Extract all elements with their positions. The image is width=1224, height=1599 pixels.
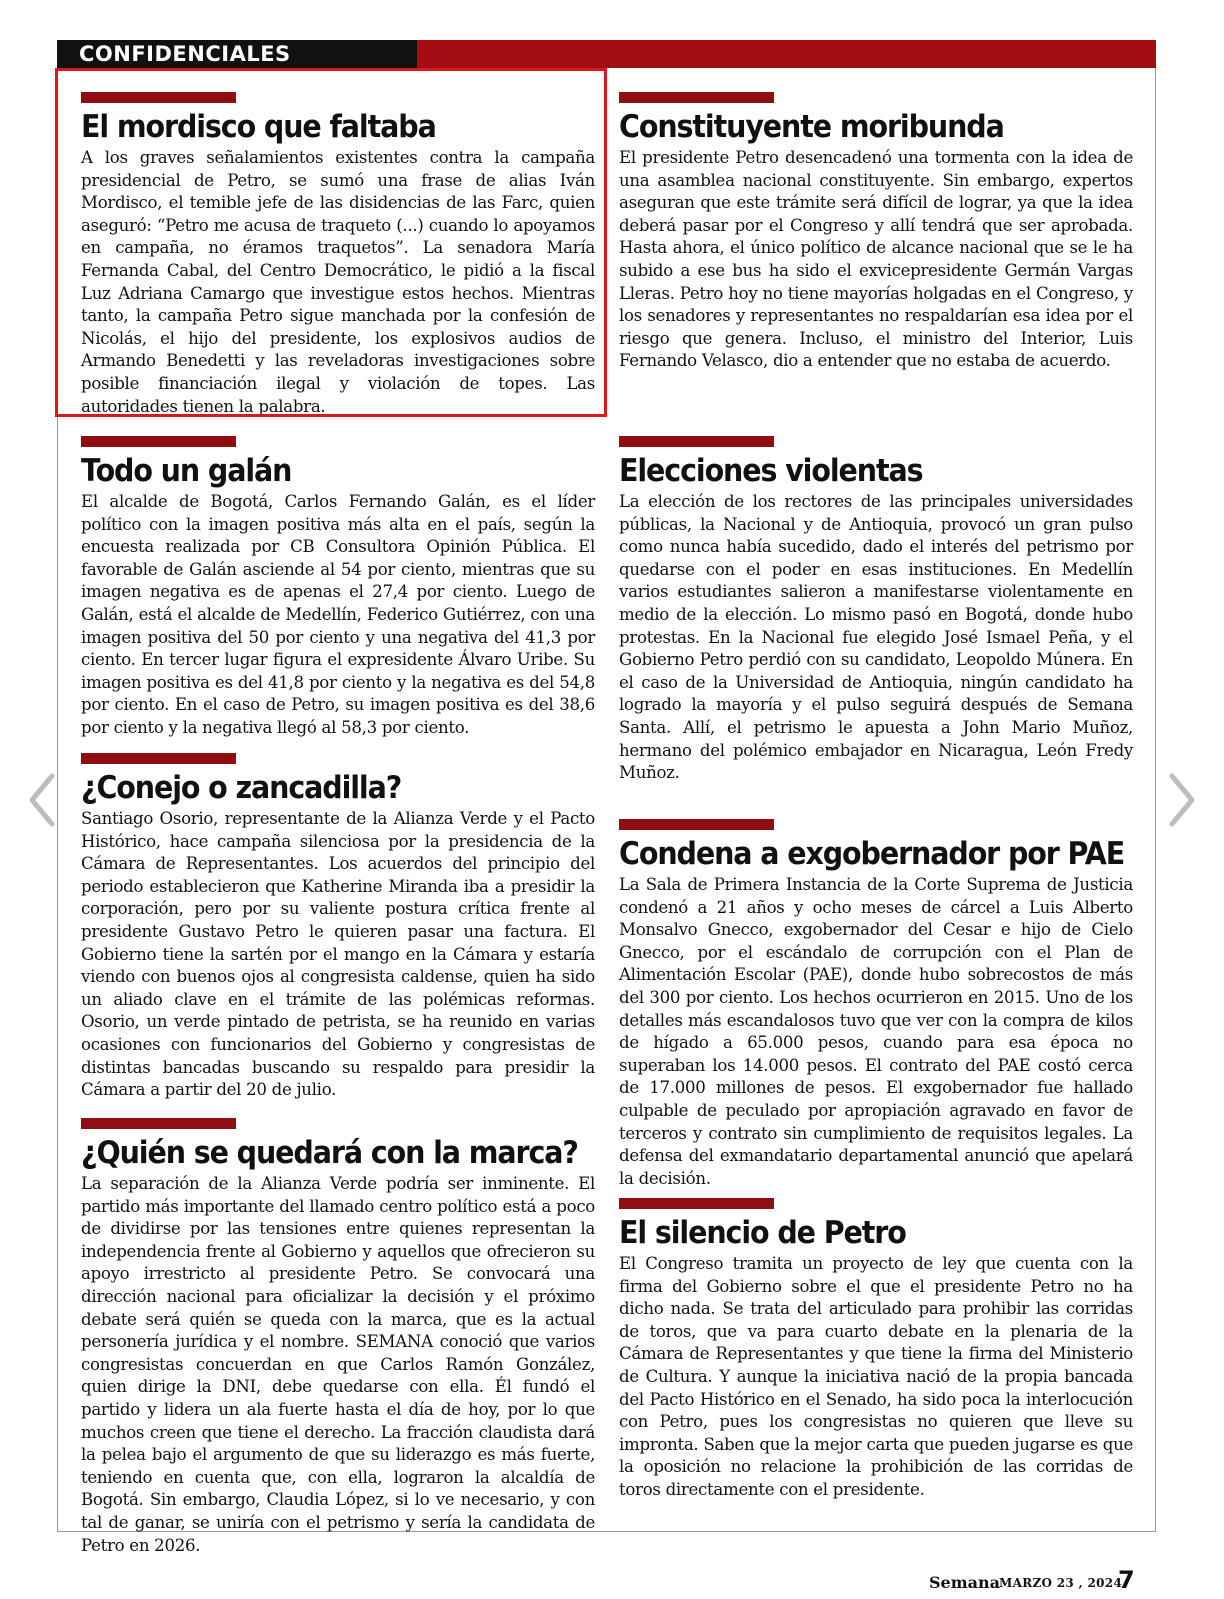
article-headline: Constituyente moribunda [619,109,1004,145]
article-headline: Condena a exgobernador por PAE [619,836,1125,872]
chevron-right-icon [1164,770,1200,830]
prev-page-button[interactable] [24,770,60,830]
chevron-left-icon [24,770,60,830]
footer-date: MARZO 23 , 2024 [999,1576,1123,1590]
highlight-box [55,68,607,417]
article-body: A los graves señalamientos existentes contra la campaña presidencial de Petro, se sumó una frase de alias Iván Mordisco, el temible jefe de las disidencias de las Farc, quien aseguró: “Petro me acusa de traqueto (...) cuando lo apoyamos en campaña, no éramos traquetos”. La senadora María Fernanda Cabal, del Centro Democrático, le pidió a la fiscal Luz Adriana Camargo que investigue estos hechos. Mientras tanto, la campaña Petro sigue manchada por la confesión de Nicolás, el hijo del presidente, los explosivos audios de Armando Benedetti y las reveladoras investigaciones sobre posible financiación ilegal y violación de topes. Las autoridades tienen la palabra. [81,148,595,416]
headline-bar [619,436,774,447]
article-conejo [81,753,595,1102]
headline-bar [81,436,236,447]
article-body: La elección de los rectores de las principales universidades públicas, la Nacional y de Antioquia, provocó un gran pulso como nunca había sucedido, dado el interés del petrismo por quedarse con el poder en esas instituciones. En Medellín varios estudiantes salieron a manifestarse violentamente en medio de la elección. Lo mismo pasó en Bogotá, donde hubo protestas. En la Nacional fue elegido José Ismael Peña, y el Gobierno Petro perdió con su candidato, Leopoldo Múnera. En el caso de la Universidad de Antioquia, ningún candidato ha logrado la mayoría y el pulso seguirá después de Semana Santa. Allí, el petrismo le apuesta a John Mario Muñoz, hermano del polémico embajador en Nicaragua, León Fredy Muñoz. [619,492,1133,783]
article-silencio [619,1198,1133,1502]
article-body: Santiago Osorio, representante de la Alianza Verde y el Pacto Histórico, hace campaña silenciosa por la presidencia de la Cámara de Representantes. Los acuerdos del principio del periodo establecieron que Katherine Miranda iba a presidir la corporación, pero por su valiente postura crítica frente al presidente Gustavo Petro le quieren pasar una factura. El Gobierno tiene la sartén por el mango en la Cámara y estaría viendo con buenos ojos al congresista caldense, quien ha sido un aliado clave en el trámite de las polémicas reformas. Osorio, un verde pintado de petrista, se ha reunido en varias ocasiones con funcionarios del Gobierno y congresistas de distintas bancadas buscando su respaldo para presidir la Cámara a partir del 20 de julio. [81,809,595,1100]
article-body: El Congreso tramita un proyecto de ley que cuenta con la firma del Gobierno sobre el que el presidente Petro no ha dicho nada. Se trata del articulado para prohibir las corridas de toros, que va para cuarto debate en la plenaria de la Cámara de Representantes y que tiene la firma del Ministerio de Cultura. Y aunque la iniciativa nació de la propia bancada del Pacto Histórico en el Senado, ha sido poca la interlocución con Petro, pues los congresistas no quieren que lleve su impronta. Saben que la mejor carta que pueden jugarse es que la oposición no relacione la prohibición de las corridas de toros directamente con el presidente. [619,1254,1133,1499]
headline-bar [81,753,236,764]
page-number: 7 [1118,1566,1135,1594]
headline-bar [619,1198,774,1209]
article-body: El presidente Petro desencadenó una tormenta con la idea de una asamblea nacional constituyente. Sin embargo, expertos aseguran que este trámite será difícil de lograr, ya que la idea deberá pasar por el Congreso y allí tendrá que ser aprobada. Hasta ahora, el único político de alcance nacional que se le ha subido a ese bus ha sido el exvicepresidente Germán Vargas Lleras. Petro hoy no tiene mayorías holgadas en el Congreso, y los senadores y representantes no respaldarían esa idea por el riesgo que genera. Incluso, el ministro del Interior, Luis Fernando Velasco, dio a entender que no estaba de acuerdo. [619,148,1133,371]
headline-bar [619,819,774,830]
article-headline: ¿Quién se quedará con la marca? [81,1135,578,1171]
article-elecciones [619,436,1133,785]
section-header-red-band [417,40,1156,68]
next-page-button[interactable] [1164,770,1200,830]
headline-bar [81,1118,236,1129]
headline-bar [619,92,774,103]
article-headline: El silencio de Petro [619,1215,906,1251]
article-condena [619,819,1133,1190]
article-body: El alcalde de Bogotá, Carlos Fernando Galán, es el líder político con la imagen positiva más alta en el país, según la encuesta realizada por CB Consultora Opinión Pública. El favorable de Galán asciende al 54 por ciento, mientras que su imagen negativa es de apenas el 27,4 por ciento. Luego de Galán, está el alcalde de Medellín, Federico Gutiérrez, con una imagen positiva del 50 por ciento y una negativa del 41,3 por ciento. En tercer lugar figura el expresidente Álvaro Uribe. Su imagen positiva es del 41,8 por ciento y la negativa es del 54,8 por ciento. En el caso de Petro, su imagen positiva es del 38,6 por ciento y la negativa llegó al 58,3 por ciento. [81,492,595,737]
article-headline: Elecciones violentas [619,453,923,489]
article-marca [81,1118,595,1557]
article-body: La separación de la Alianza Verde podría ser inminente. El partido más importante del llamado centro político está a poco de dividirse por las tensiones entre quienes representan la independencia frente al Gobierno y aquellos que ofrecieron su apoyo irrestricto al presidente Petro. Se convocará una dirección nacional para oficializar la decisión y el próximo debate será quién se queda con la marca, que es la actual personería jurídica y el nombre. SEMANA conoció que varios congresistas concuerdan en que Carlos Ramón González, quien dirige la DNI, debe quedarse con ella. Él fundó el partido y lidera un ala fuerte hasta el día de hoy, por lo que muchos creen que tiene el derecho. La fracción claudista dará la pelea bajo el argumento de que su liderazgo es más fuerte, teniendo en cuenta que, con ella, lograron la alcaldía de Bogotá. Sin embargo, Claudia López, si lo ve necesario, y con tal de ganar, se uniría con el petrismo y sería la candidata de Petro en 2026. [81,1174,595,1555]
article-headline: Todo un galán [81,453,292,489]
article-body: La Sala de Primera Instancia de la Corte Suprema de Justicia condenó a 21 años y ocho meses de cárcel a Luis Alberto Monsalvo Gnecco, exgobernador del Cesar e hijo de Cielo Gnecco, por el escándalo de corrupción con el Plan de Alimentación Escolar (PAE), donde hubo sobrecostos de más del 300 por ciento. Los hechos ocurrieron en 2015. Uno de los detalles más escandalosos tuvo que ver con la compra de kilos de hígado a 65.000 pesos, cuando para esa época no superaban los 14.000 pesos. El contrato del PAE costó cerca de 17.000 millones de pesos. El exgobernador fue hallado culpable de peculado por apropiación agravado en favor de terceros y contrato sin cumplimiento de requisitos legales. La defensa del exmandatario departamental anunció que apelará la decisión. [619,875,1133,1188]
footer-brand: Semana [929,1573,1001,1592]
article-headline: ¿Conejo o zancadilla? [81,770,402,806]
article-headline: El mordisco que faltaba [81,109,436,145]
article-galan [81,436,595,740]
section-title: CONFIDENCIALES [79,42,291,66]
section-header [57,40,1156,68]
article-constituyente [619,92,1133,373]
